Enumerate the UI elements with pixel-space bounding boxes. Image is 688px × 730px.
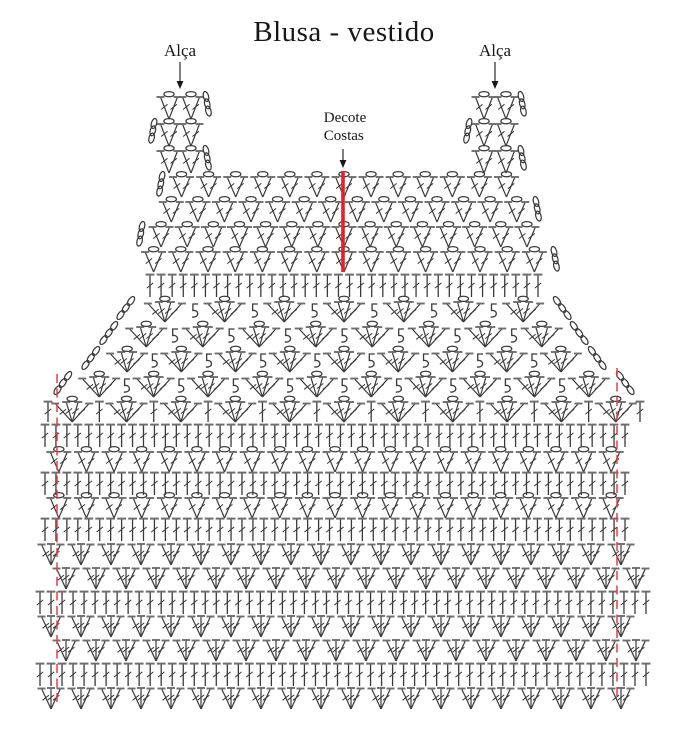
row-fan-8 [53, 370, 636, 397]
row-w-15 [38, 544, 635, 565]
row-fan-9 [44, 396, 645, 422]
strap-arrow-left [177, 62, 184, 89]
row-dc-20 [36, 664, 651, 686]
row-v-2 [136, 221, 540, 247]
row-w-21 [38, 688, 635, 709]
row-dc-14 [41, 519, 630, 541]
row-w-16 [53, 568, 650, 589]
strap-right-label: Alça [478, 41, 512, 60]
row-dc-4 [146, 275, 543, 297]
row-v-3 [141, 246, 560, 272]
row-fan-6 [99, 320, 590, 347]
row-w-18 [38, 616, 635, 637]
diagram-title: Blusa - vestido [253, 16, 435, 48]
strap-right [463, 91, 527, 173]
strap-arrow-right [492, 62, 499, 89]
row-v-0 [156, 171, 519, 197]
strap-left-label: Alça [163, 41, 197, 60]
row-dc-12 [41, 473, 630, 495]
row-dc-17 [36, 592, 651, 614]
neckline-label-line1: Decote [323, 110, 367, 126]
row-v-13 [46, 493, 623, 518]
row-fan-7 [81, 345, 608, 372]
row-w-19 [53, 640, 650, 661]
neckline-label-line2: Costas [323, 128, 364, 144]
row-v-1 [159, 196, 542, 222]
row-v-11 [46, 447, 623, 472]
neckline-arrow [340, 149, 347, 168]
row-dc-10 [41, 425, 630, 447]
strap-left [148, 91, 212, 173]
row-fan-5 [116, 295, 573, 322]
